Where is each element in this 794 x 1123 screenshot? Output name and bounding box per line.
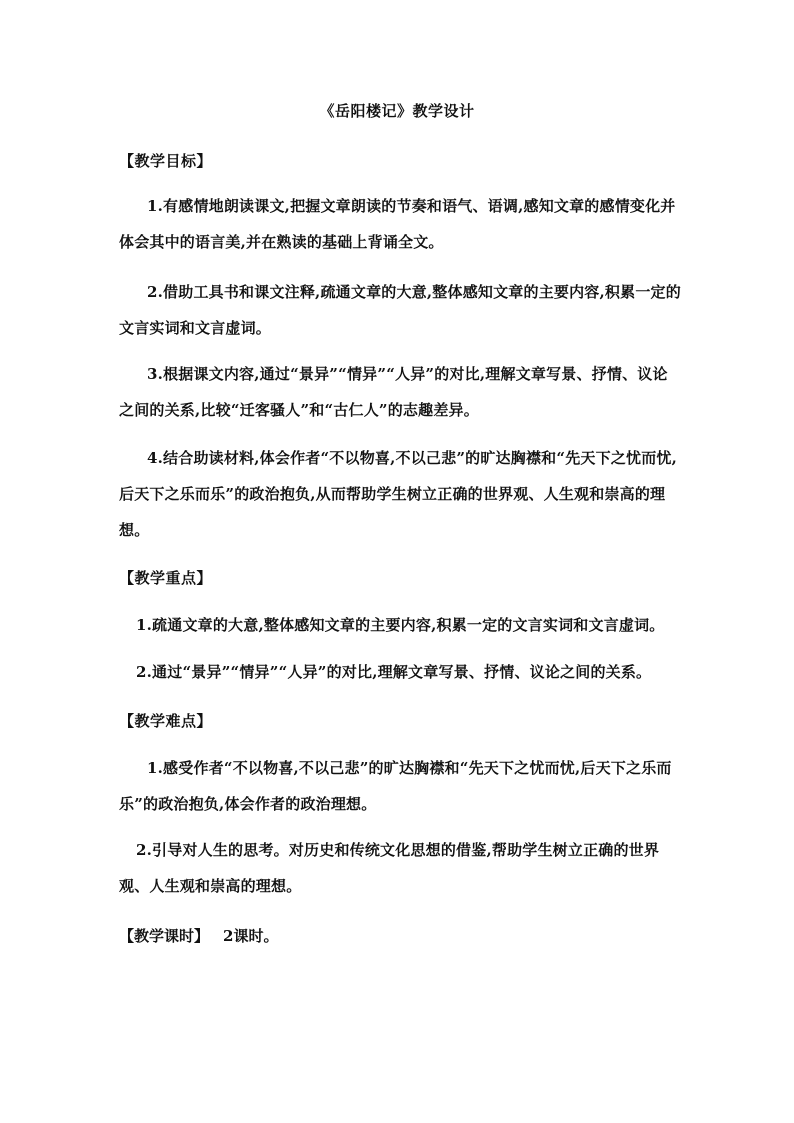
key-points-heading: 【教学重点】 <box>119 569 213 587</box>
objective-item-2: 2.借助工具书和课文注释,疏通文章的大意,整体感知文章的主要内容,积累一定的文言实词和文言虚词。 <box>119 283 681 337</box>
difficulty-item-1: 1.感受作者“不以物喜,不以己悲”的旷达胸襟和“先天下之忧而忧,后天下之乐而乐”的政治抱负,体会作者的政治理想。 <box>119 759 672 813</box>
key-point-item-1: 1.疏通文章的大意,整体感知文章的主要内容,积累一定的文言实词和文言虚词。 <box>136 616 665 634</box>
objective-item-3: 3.根据课文内容,通过“景异”“情异”“人异”的对比,理解文章写景、抒情、议论之间的关系,比较“迁客骚人”和“古仁人”的志趣差异。 <box>119 365 668 419</box>
difficulties-heading: 【教学难点】 <box>119 712 213 730</box>
hours-line <box>119 925 278 946</box>
objectives-heading: 【教学目标】 <box>119 152 213 170</box>
difficulty-item-2: 2.引导对人生的思考。对历史和传统文化思想的借鉴,帮助学生树立正确的世界观、人生观和崇高的理想。 <box>119 841 660 895</box>
objective-item-1: 1.有感情地朗读课文,把握文章朗读的节奏和语气、语调,感知文章的感情变化并体会其中的语言美,并在熟读的基础上背诵全文。 <box>119 197 676 251</box>
objective-item-4: 4.结合助读材料,体会作者“不以物喜,不以己悲”的旷达胸襟和“先天下之忧而忧,后天下之乐而乐”的政治抱负,从而帮助学生树立正确的世界观、人生观和崇高的理想。 <box>119 449 678 539</box>
hours-heading: 【教学课时】 <box>119 927 210 945</box>
key-point-item-2: 2.通过“景异”“情异”“人异”的对比,理解文章写景、抒情、议论之间的关系。 <box>136 663 652 681</box>
document-title: 《岳阳楼记》教学设计 <box>319 102 475 120</box>
hours-value: 2课时。 <box>223 927 279 945</box>
